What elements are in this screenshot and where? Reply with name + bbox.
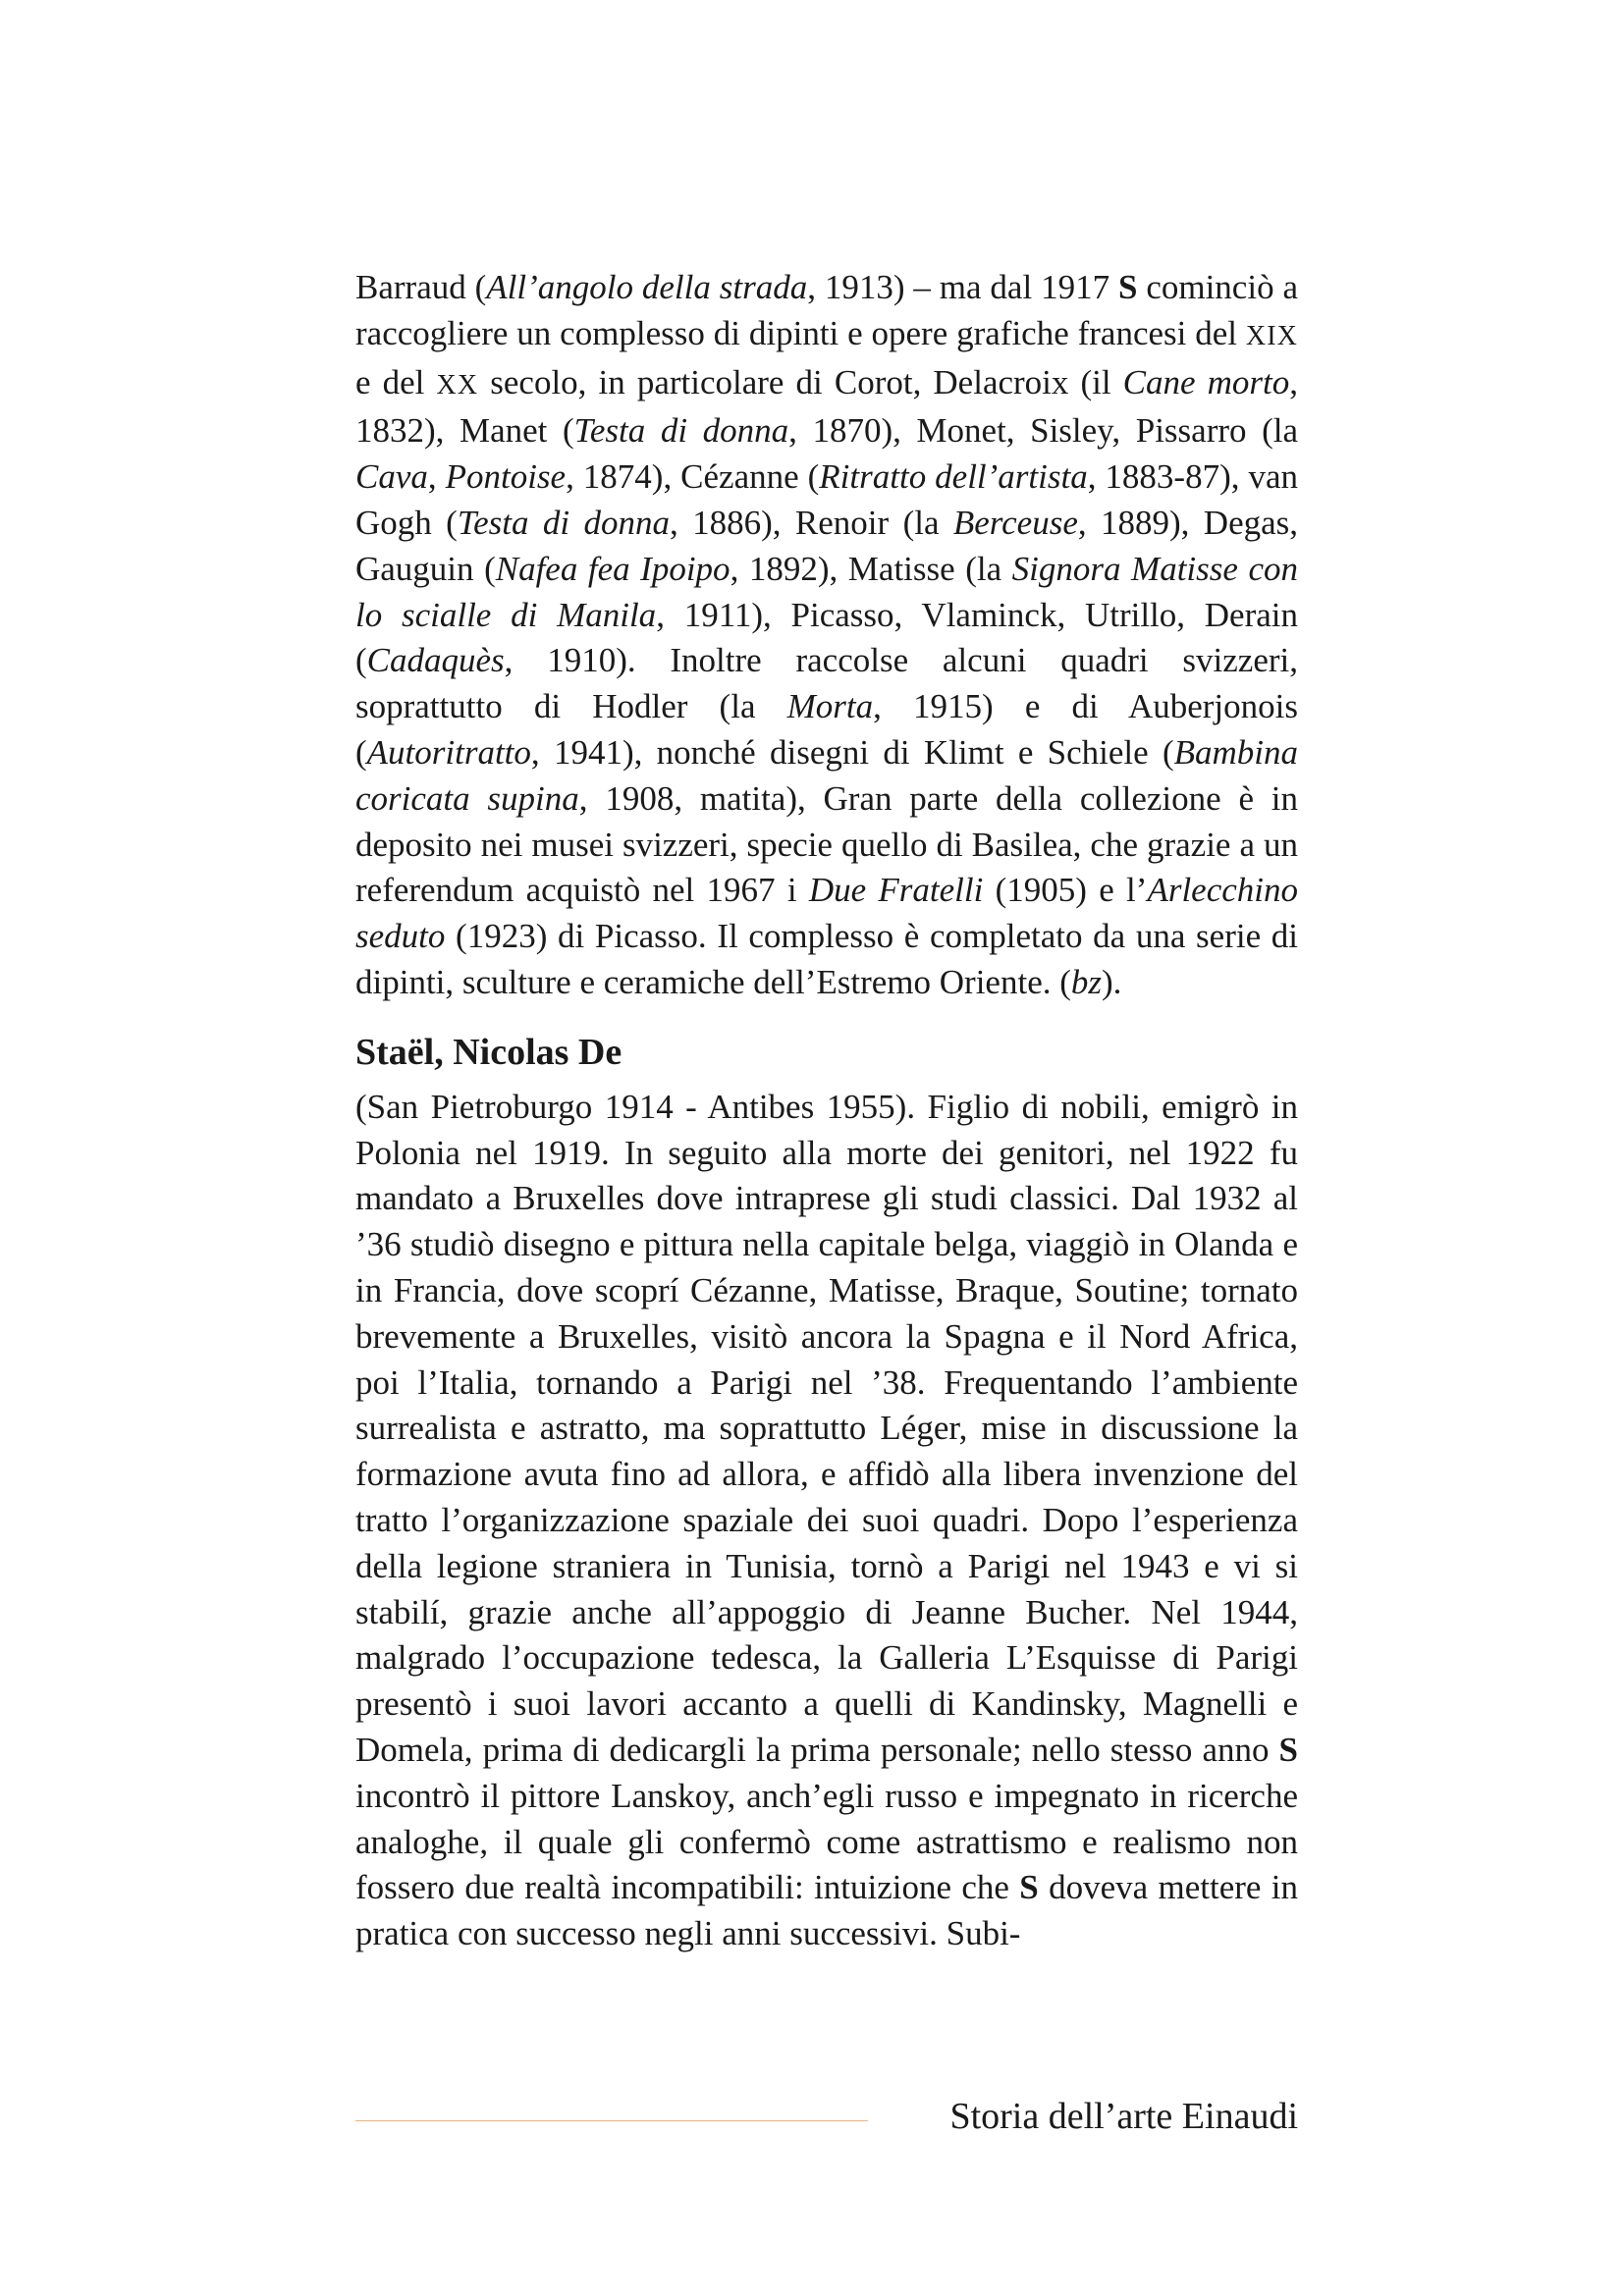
text-run: , 1911), Picasso, Vlaminck, Utrillo, Derain ( bbox=[355, 595, 1299, 680]
italic-run: Berceuse bbox=[952, 503, 1078, 542]
italic-run: Morta bbox=[786, 687, 874, 726]
italic-run: Ritratto dell’artista bbox=[819, 457, 1088, 497]
text-run: , bbox=[427, 457, 446, 497]
text-run: secolo, in particolare di Corot, Delacroix (il bbox=[478, 362, 1123, 401]
text-run: , 1910). Inoltre raccolse alcuni quadri svizzeri, soprattutto di Hodler (la bbox=[355, 641, 1298, 726]
smallcaps-run: XX bbox=[436, 369, 479, 400]
collection-paragraph bbox=[355, 265, 1298, 1006]
text-run: , 1889), Degas, Gauguin ( bbox=[355, 503, 1299, 588]
italic-run: Bambina coricata supina bbox=[355, 732, 1298, 818]
footer-rule bbox=[355, 2120, 868, 2121]
italic-run: bz bbox=[1070, 962, 1103, 1001]
text-run: Barraud ( bbox=[355, 268, 487, 306]
italic-run: Arlecchino seduto bbox=[355, 871, 1298, 956]
text-run: , 1886), Renoir (la bbox=[669, 503, 953, 542]
biography-paragraph bbox=[355, 1085, 1298, 1957]
italic-run: Cava bbox=[355, 457, 428, 497]
text-run: incontrò il pittore Lanskoy, anch’egli russo e impegnato in ricerche analoghe, il quale gli confermò come astrattismo e realismo non fossero due realtà incompatibili: intuizione che bbox=[355, 1776, 1298, 1907]
text-run: cominciò a raccogliere un complesso di dipinti e opere grafiche francesi del bbox=[355, 268, 1298, 352]
text-run: , 1874), Cézanne ( bbox=[566, 457, 820, 497]
smallcaps-run: XIX bbox=[1245, 320, 1298, 351]
text-run: , 1908, matita), Gran parte della collezione è in deposito nei musei svizzeri, specie quello di Basilea, che grazie a un referendum acquistò nel 1967 i bbox=[355, 778, 1299, 910]
italic-run: Autoritratto bbox=[366, 732, 531, 772]
italic-run: Testa di donna bbox=[457, 503, 670, 542]
text-run: e del bbox=[355, 362, 437, 401]
text-run: , 1892), Matisse (la bbox=[730, 549, 1012, 588]
text-run: , 1883-87), van Gogh ( bbox=[355, 457, 1298, 542]
text-run: (San Pietroburgo 1914 - Antibes 1955). Figlio di nobili, emigrò in Polonia nel 1919. In seguito alla morte dei genitori, nel 1922 fu mandato a Bruxelles dove intraprese gli studi classici. Dal 1932 al ’36 studiò disegno e pittura nella capitale belga, viaggiò in Olanda e in Francia, dove scoprí Cézanne, Matisse, Braque, Soutine; tornato brevemente a Bruxelles, visitò ancora la Spagna e il Nord Africa, poi l’Italia, tornando a Parigi nel ’38. Frequentando l’ambiente surrealista e astratto, ma soprattutto Léger, mise in discussione la formazione avuta fino ad allora, e affidò alla libera invenzione del tratto l’organizzazione spaziale dei suoi quadri. Dopo l’esperienza della legione straniera in Tunisia, tornò a Parigi nel 1943 e vi si stabilí, grazie anche all’appoggio di Jeanne Bucher. Nel 1944, malgrado l’occupazione tedesca, la Galleria L’Esquisse di Parigi presentò i suoi lavori accanto a quelli di Kandinsky, Magnelli e Domela, prima di dedicargli la prima personale; nello stesso anno bbox=[355, 1087, 1298, 1769]
text-run: doveva mettere in pratica con successo negli anni successivi. Subi- bbox=[355, 1868, 1298, 1953]
bold-run: S bbox=[1117, 268, 1138, 306]
page-footer bbox=[355, 2089, 1298, 2148]
bold-run: S bbox=[1278, 1730, 1298, 1769]
italic-run: Cadaquès bbox=[366, 641, 505, 680]
italic-run: Signora Matisse con lo scialle di Manila bbox=[355, 549, 1299, 634]
text-run: , 1941), nonché disegni di Klimt e Schiele ( bbox=[530, 732, 1174, 772]
text-run: , 1832), Manet ( bbox=[355, 362, 1299, 451]
italic-run: Testa di donna bbox=[573, 411, 789, 451]
footer-title: Storia dell’arte Einaudi bbox=[949, 2096, 1298, 2137]
italic-run: Due Fratelli bbox=[808, 871, 984, 910]
italic-run: Nafea fea Ipoipo bbox=[495, 549, 730, 588]
text-run: , 1913) – ma dal 1917 bbox=[807, 268, 1118, 306]
text-run: ). bbox=[1102, 962, 1122, 1001]
italic-run: Pontoise bbox=[445, 457, 567, 497]
text-run: , 1915) e di Auberjonois ( bbox=[355, 687, 1298, 772]
text-run: (1905) e l’ bbox=[983, 871, 1148, 910]
entry-title: Staël, Nicolas De bbox=[355, 1031, 622, 1073]
bold-run: S bbox=[1019, 1868, 1039, 1907]
text-run: (1923) di Picasso. Il complesso è completato da una serie di dipinti, sculture e ceramiche dell’Estremo Oriente. ( bbox=[355, 917, 1298, 1001]
main-text-column bbox=[355, 265, 1298, 1957]
text-run: , 1870), Monet, Sisley, Pissarro (la bbox=[788, 411, 1298, 451]
italic-run: Cane morto bbox=[1122, 362, 1290, 401]
italic-run: All’angolo della strada bbox=[486, 268, 808, 306]
